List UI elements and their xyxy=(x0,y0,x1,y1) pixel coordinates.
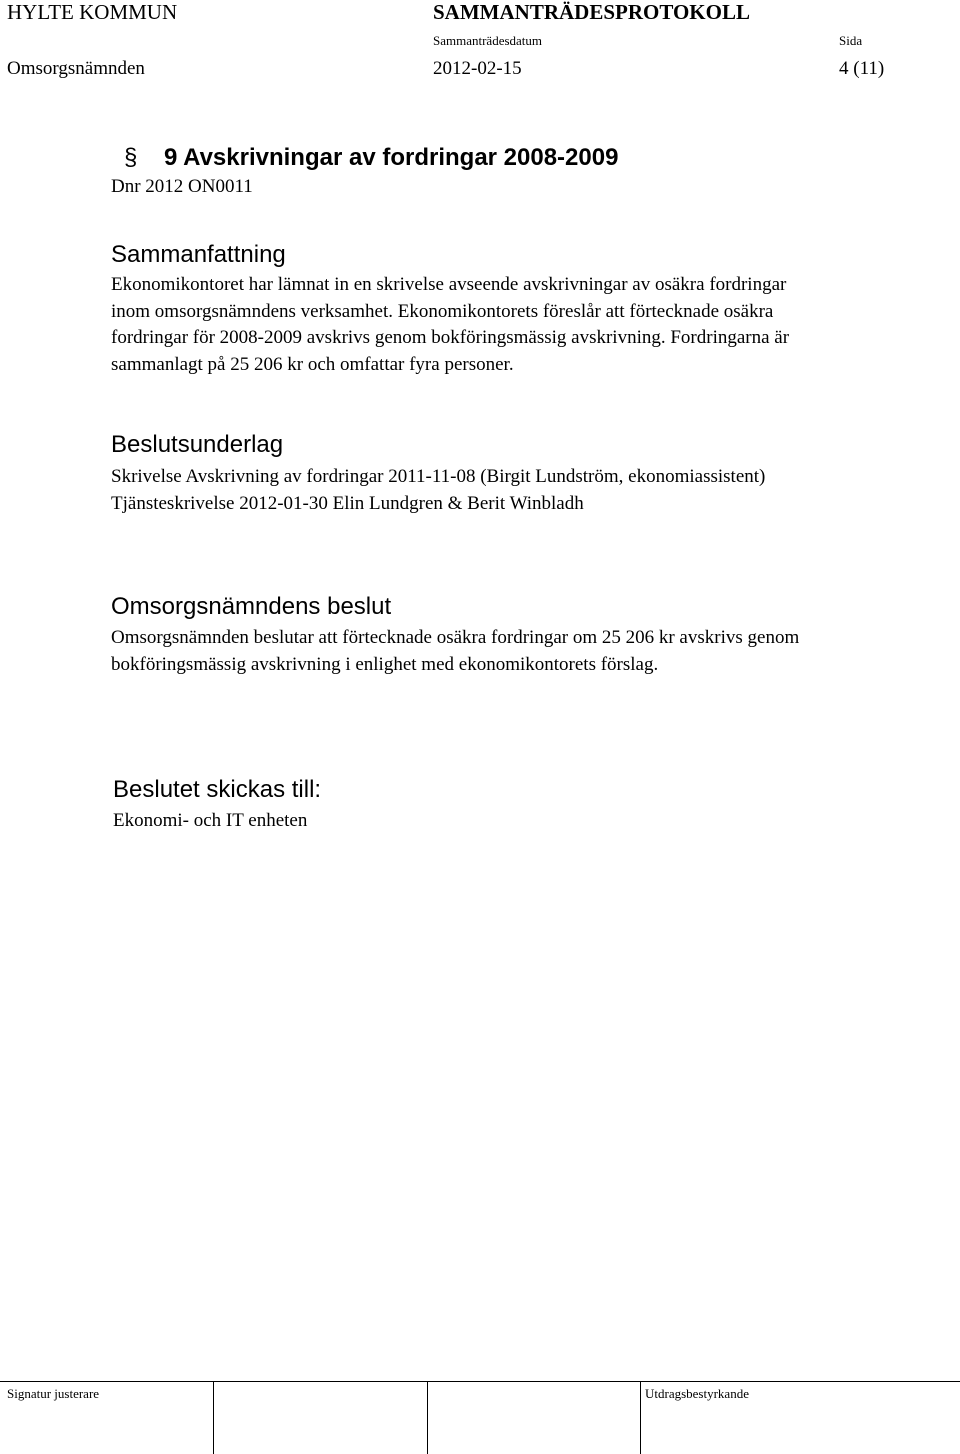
basis-line: Tjänsteskrivelse 2012-01-30 Elin Lundgren & Berit Winbladh xyxy=(111,492,584,514)
footer-divider xyxy=(213,1381,214,1454)
summary-line: sammanlagt på 25 206 kr och omfattar fyra personer. xyxy=(111,353,514,375)
committee-name: Omsorgsnämnden xyxy=(7,58,145,79)
sent-to-line: Ekonomi- och IT enheten xyxy=(113,810,308,831)
basis-line: Skrivelse Avskrivning av fordringar 2011-11-08 (Birgit Lundström, ekonomiassistent) xyxy=(111,466,766,487)
signature-label: Signatur justerare xyxy=(7,1386,100,1401)
decision-text xyxy=(111,625,799,678)
meeting-date: 2012-02-15 xyxy=(433,58,522,79)
case-number: Dnr 2012 ON0011 xyxy=(111,176,253,197)
basis-heading: Beslutsunderlag xyxy=(111,431,284,458)
certified-label: Utdragsbestyrkande xyxy=(645,1386,749,1401)
sent-to-heading: Beslutet skickas till: xyxy=(113,776,322,803)
document-type: SAMMANTRÄDESPROTOKOLL xyxy=(433,0,750,24)
section-title-text: 9 Avskrivningar av fordringar 2008-2009 xyxy=(164,144,619,171)
footer-divider xyxy=(640,1381,641,1454)
basis-text xyxy=(111,464,765,517)
summary-line: fordringar för 2008-2009 avskrivs genom bokföringsmässig avskrivning. Fordringarna är xyxy=(111,327,790,348)
paragraph-symbol: § xyxy=(124,144,138,171)
organization-name: HYLTE KOMMUN xyxy=(7,0,178,24)
footer-rule xyxy=(0,1381,960,1382)
meeting-date-label: Sammanträdesdatum xyxy=(433,33,543,48)
decision-line: bokföringsmässig avskrivning i enlighet med ekonomikontorets förslag. xyxy=(111,653,659,675)
page-number: 4 (11) xyxy=(839,58,885,79)
summary-heading: Sammanfattning xyxy=(111,241,286,268)
summary-line: Ekonomikontoret har lämnat in en skrivelse avseende avskrivningar av osäkra fordringar xyxy=(111,274,787,295)
section-title xyxy=(124,144,618,172)
decision-line: Omsorgsnämnden beslutar att förtecknade osäkra fordringar om 25 206 kr avskrivs genom xyxy=(111,627,800,648)
summary-line: inom omsorgsnämndens verksamhet. Ekonomikontorets föreslår att förtecknade osäkra xyxy=(111,300,774,322)
sent-to-text xyxy=(113,808,307,835)
decision-heading: Omsorgsnämndens beslut xyxy=(111,593,392,620)
summary-text xyxy=(111,272,789,378)
footer-divider xyxy=(427,1381,428,1454)
page-label: Sida xyxy=(839,33,863,48)
